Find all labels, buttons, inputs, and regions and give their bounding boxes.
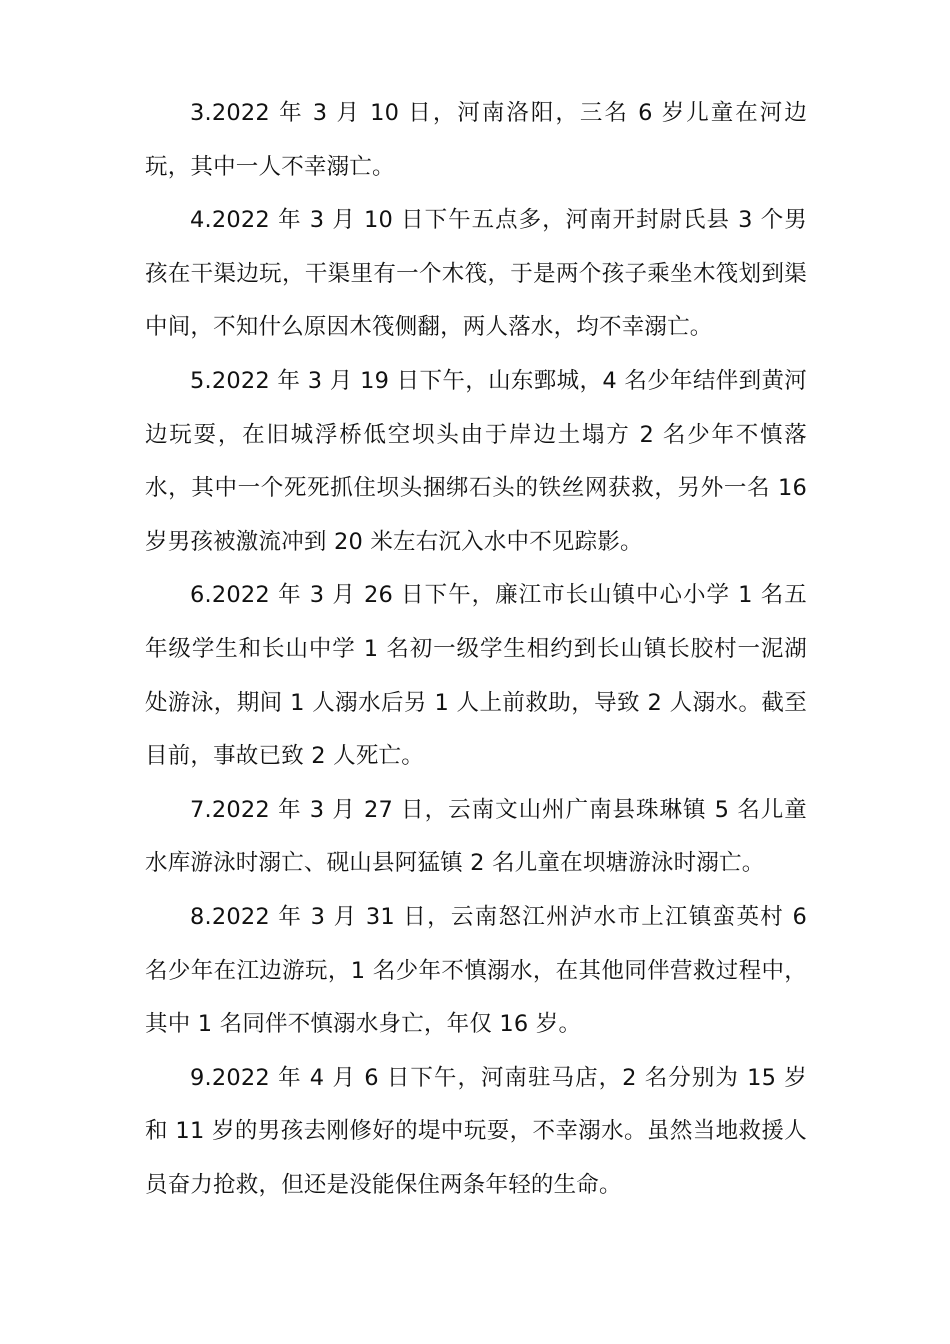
paragraph-item-6: 6.2022 年 3 月 26 日下午，廉江市长山镇中心小学 1 名五年级学生和长山中学 1 名初一级学生相约到长山镇长胶村一泥湖处游泳，期间 1 人溺水后另 1 人上前救助，导致 2 人溺水。截至目前，事故已致 2 人死亡。	[145, 582, 807, 770]
paragraph-item-4: 4.2022 年 3 月 10 日下午五点多，河南开封尉氏县 3 个男孩在干渠边玩，干渠里有一个木筏，于是两个孩子乘坐木筏划到渠中间，不知什么原因木筏侧翻，两人落水，均不幸溺亡。	[145, 207, 807, 341]
document-body	[145, 87, 807, 1212]
paragraph-item-7: 7.2022 年 3 月 27 日，云南文山州广南县珠琳镇 5 名儿童水库游泳时溺亡、砚山县阿猛镇 2 名儿童在坝塘游泳时溺亡。	[145, 796, 807, 877]
paragraph-item-9: 9.2022 年 4 月 6 日下午，河南驻马店，2 名分别为 15 岁和 11 岁的男孩去刚修好的堤中玩耍，不幸溺水。虽然当地救援人员奋力抢救，但还是没能保住两条年轻的生命。	[145, 1064, 807, 1198]
paragraph-item-5: 5.2022 年 3 月 19 日下午，山东鄄城，4 名少年结伴到黄河边玩耍，在旧城浮桥低空坝头由于岸边土塌方 2 名少年不慎落水，其中一个死死抓住坝头捆绑石头的铁丝网获救，另外一名 16 岁男孩被激流冲到 20 米左右沉入水中不见踪影。	[145, 367, 807, 555]
paragraph-item-8: 8.2022 年 3 月 31 日，云南怒江州泸水市上江镇蛮英村 6 名少年在江边游玩，1 名少年不慎溺水，在其他同伴营救过程中，其中 1 名同伴不慎溺水身亡，年仅 16 岁。	[145, 903, 807, 1038]
paragraph-item-3: 3.2022 年 3 月 10 日，河南洛阳，三名 6 岁儿童在河边玩，其中一人不幸溺亡。	[145, 100, 807, 180]
